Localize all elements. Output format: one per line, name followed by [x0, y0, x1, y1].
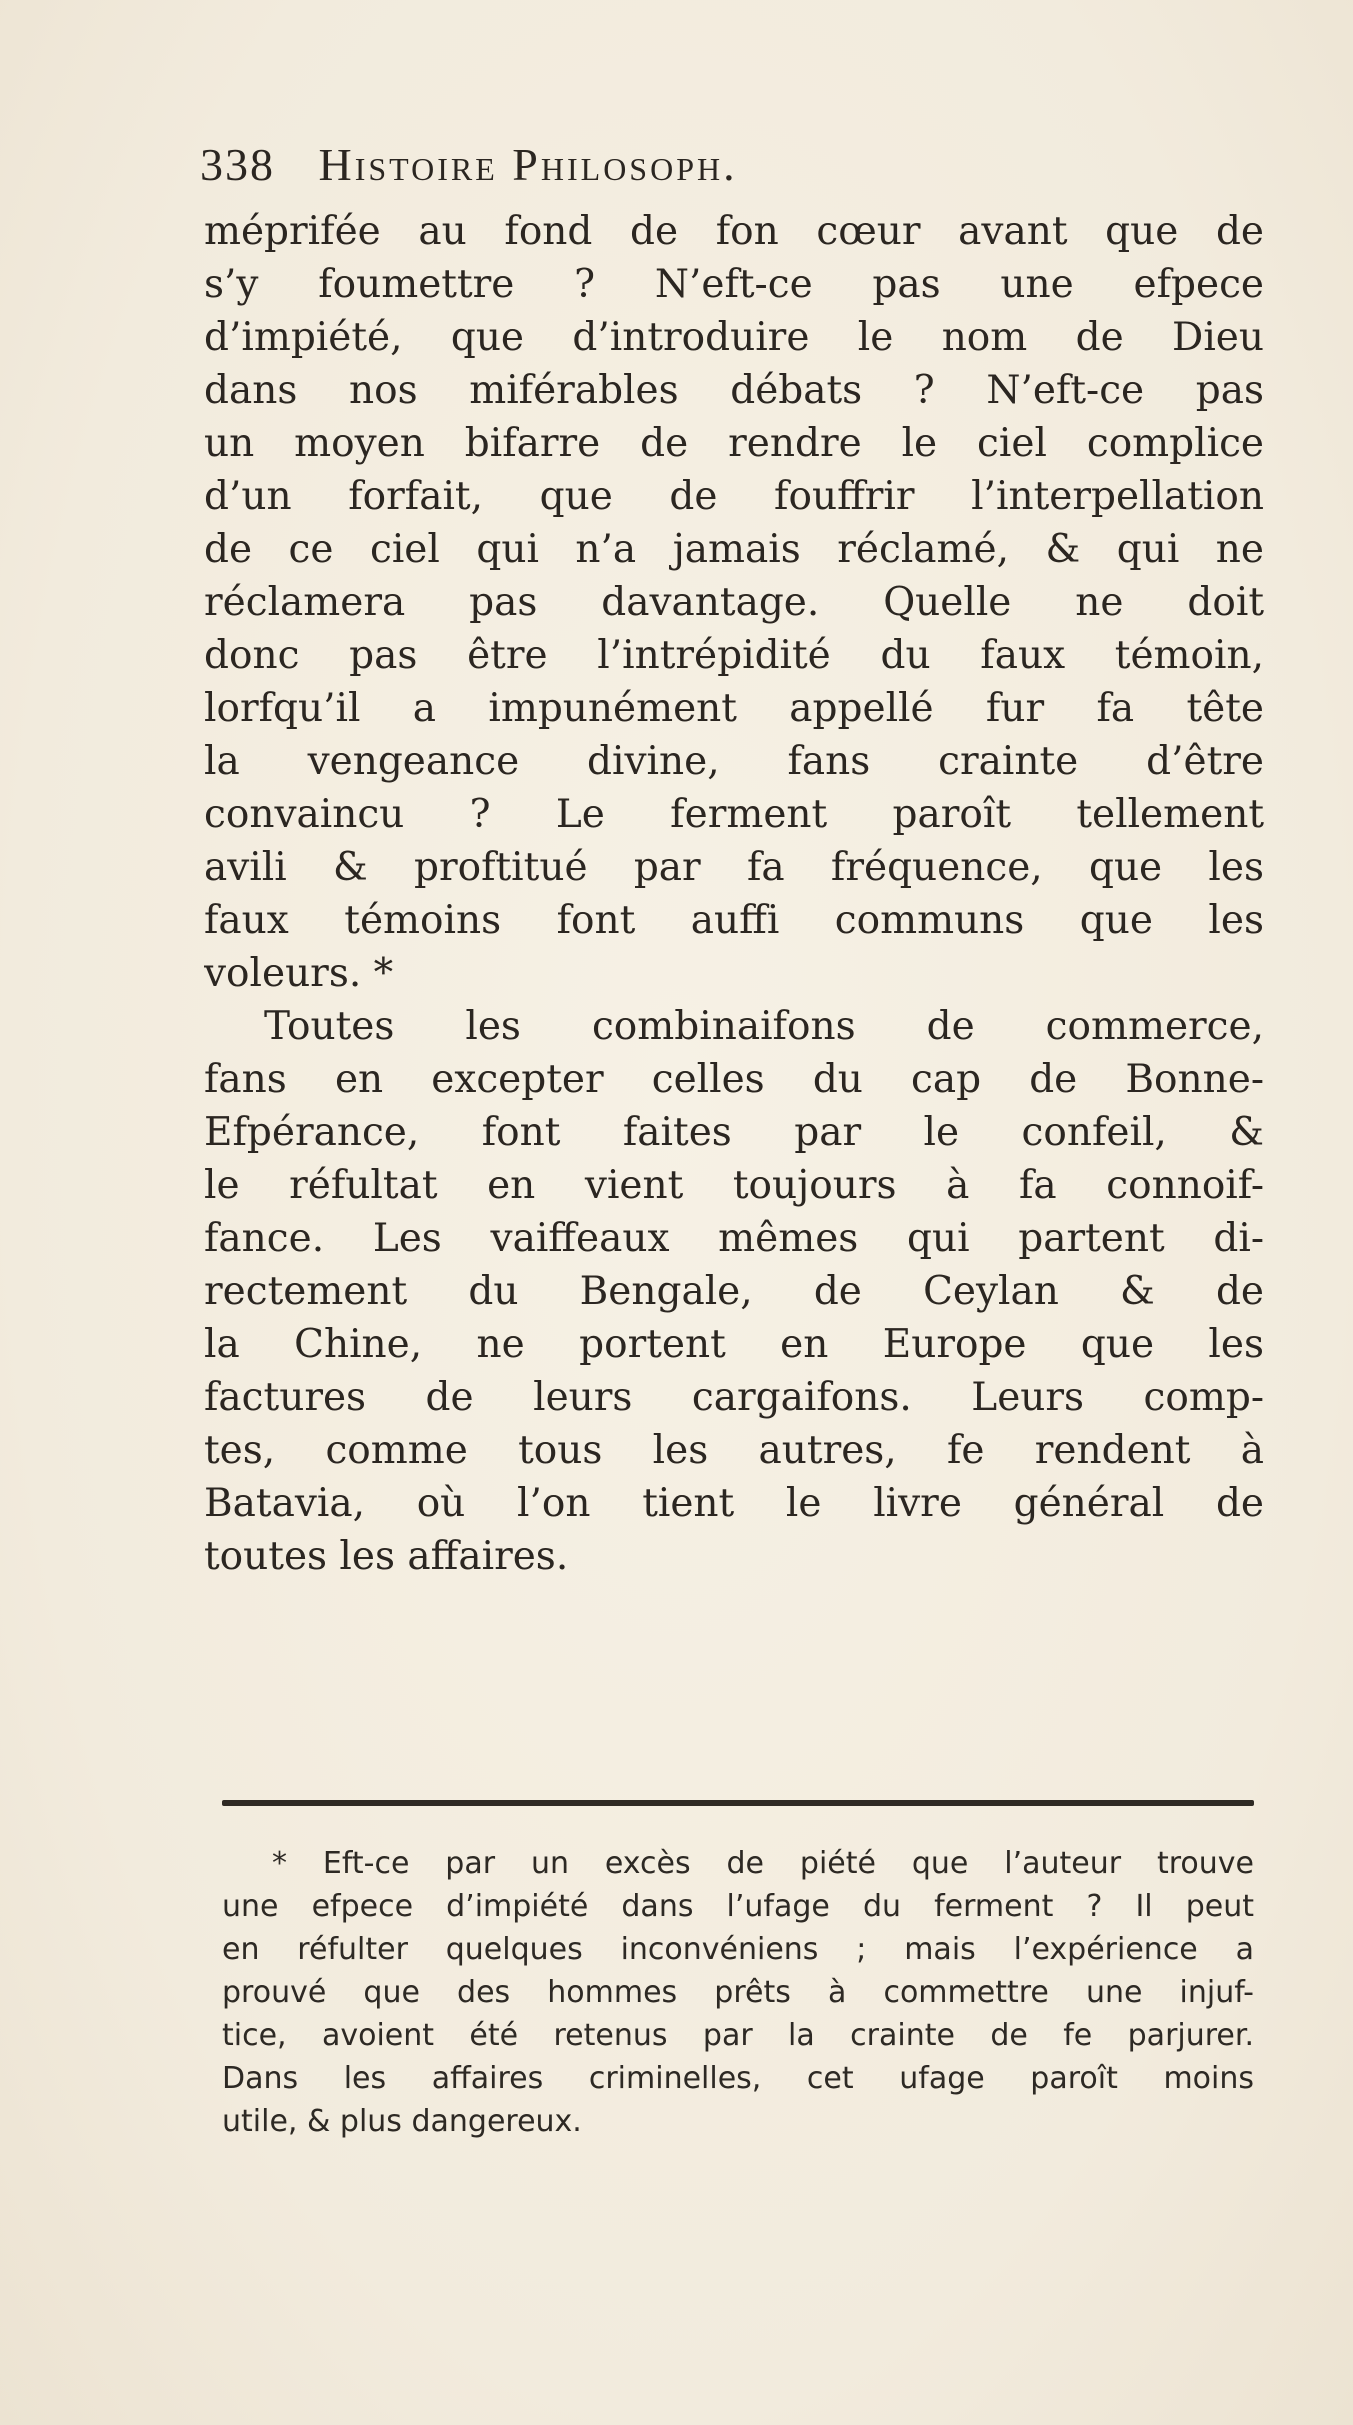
- text-line: lorfqu’il a impunément appellé fur fa tête: [204, 686, 1264, 731]
- footnote-line: * Eft-ce par un excès de piété que l’auteur trouve: [272, 1846, 1254, 1881]
- text-line: toutes les affaires.: [204, 1534, 569, 1579]
- text-line: d’impiété, que d’introduire le nom de Dieu: [204, 315, 1264, 360]
- text-line: tes, comme tous les autres, fe rendent à: [204, 1428, 1264, 1473]
- text-line: voleurs. *: [204, 951, 394, 996]
- footnote-line: Dans les affaires criminelles, cet ufage paroît moins: [222, 2061, 1254, 2096]
- main-text: [204, 205, 1264, 1583]
- footnote-divider: [222, 1800, 1254, 1806]
- page-number: 338: [200, 139, 275, 190]
- text-line: méprifée au fond de fon cœur avant que de: [204, 209, 1264, 254]
- footnote-line: en réfulter quelques inconvéniens ; mais l’expérience a: [222, 1932, 1254, 1967]
- footnote: [222, 1842, 1254, 2143]
- paragraph-start-line: Toutes les combinaifons de commerce,: [264, 1004, 1264, 1049]
- footnote-line: une efpece d’impiété dans l’ufage du ferment ? Il peut: [222, 1889, 1254, 1924]
- page-header: [200, 138, 1200, 198]
- text-line: donc pas être l’intrépidité du faux témoin,: [204, 633, 1264, 678]
- text-line: factures de leurs cargaifons. Leurs comp-: [204, 1375, 1264, 1420]
- text-line: s’y foumettre ? N’eft-ce pas une efpece: [204, 262, 1264, 307]
- text-line: rectement du Bengale, de Ceylan & de: [204, 1269, 1264, 1314]
- footnote-line: utile, & plus dangereux.: [222, 2104, 582, 2139]
- text-line: le réfultat en vient toujours à fa connoif-: [204, 1163, 1264, 1208]
- footnote-line: prouvé que des hommes prêts à commettre une injuf-: [222, 1975, 1254, 2010]
- text-line: convaincu ? Le ferment paroît tellement: [204, 792, 1264, 837]
- running-title: Histoire Philosoph.: [318, 139, 738, 190]
- text-line: Efpérance, font faites par le confeil, &: [204, 1110, 1264, 1155]
- footnote-line: tice, avoient été retenus par la crainte de fe parjurer.: [222, 2018, 1254, 2053]
- text-line: la vengeance divine, fans crainte d’être: [204, 739, 1264, 784]
- text-line: Batavia, où l’on tient le livre général de: [204, 1481, 1264, 1526]
- text-line: réclamera pas davantage. Quelle ne doit: [204, 580, 1264, 625]
- text-line: d’un forfait, que de fouffrir l’interpellation: [204, 474, 1264, 519]
- text-line: de ce ciel qui n’a jamais réclamé, & qui ne: [204, 527, 1264, 572]
- text-line: avili & proftitué par fa fréquence, que les: [204, 845, 1264, 890]
- text-line: faux témoins font auffi communs que les: [204, 898, 1264, 943]
- text-line: un moyen bifarre de rendre le ciel complice: [204, 421, 1264, 466]
- text-line: fance. Les vaiffeaux mêmes qui partent di-: [204, 1216, 1264, 1261]
- text-line: dans nos miférables débats ? N’eft-ce pas: [204, 368, 1264, 413]
- text-line: fans en excepter celles du cap de Bonne-: [204, 1057, 1264, 1102]
- text-line: la Chine, ne portent en Europe que les: [204, 1322, 1264, 1367]
